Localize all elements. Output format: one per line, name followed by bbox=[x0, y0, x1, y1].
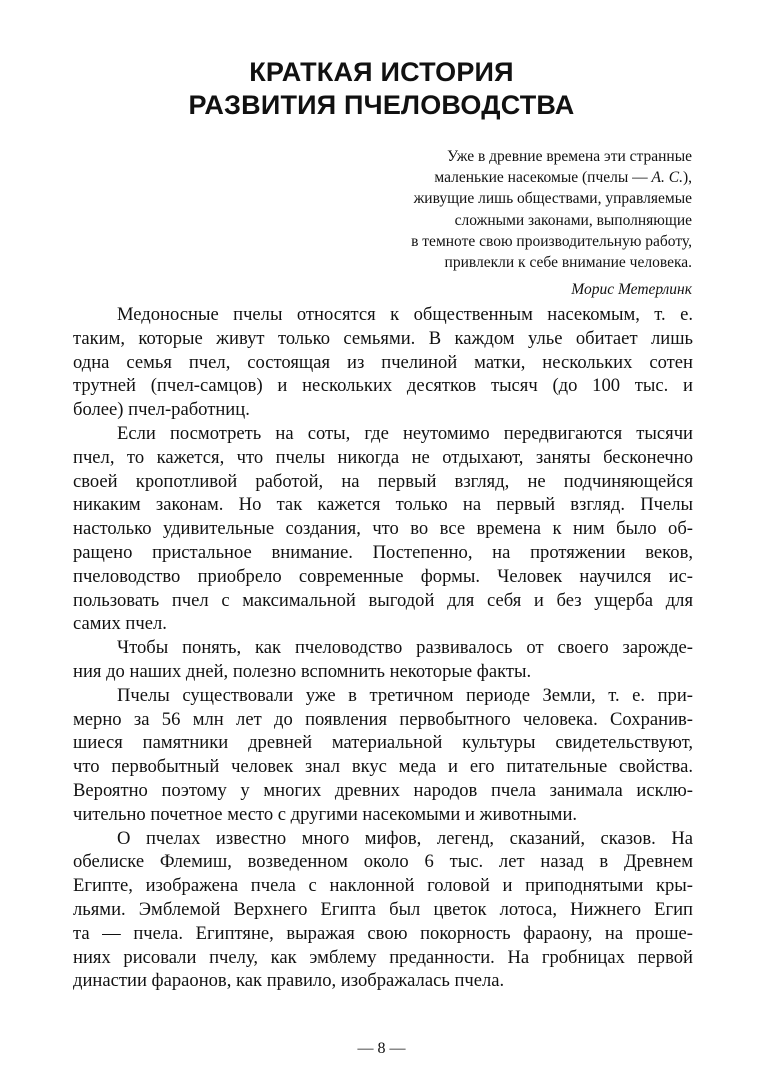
paragraph-2 bbox=[73, 422, 693, 636]
paragraph-3-line-2: ния до наших дней, полезно вспомнить некоторые факты. bbox=[73, 660, 532, 682]
paragraph-5-line-6: ниях рисовали пчелу, как эмблему преданности. На гробницах первой bbox=[73, 946, 693, 968]
paragraph-4 bbox=[73, 684, 693, 827]
paragraph-5-line-5: та — пчела. Египтяне, выражая свою покорность фараону, на проше- bbox=[73, 922, 693, 944]
paragraph-2-line-6: ращено пристальное внимание. Постепенно, на протяжении веков, bbox=[73, 541, 693, 563]
epigraph-editor-note: А. С. bbox=[651, 169, 683, 187]
paragraph-3 bbox=[73, 636, 693, 684]
epigraph-line-4: сложными законами, выполняющие bbox=[454, 211, 692, 229]
epigraph bbox=[272, 146, 692, 300]
paragraph-2-line-4: никаким законам. Но так кажется только на первый взгляд. Пчелы bbox=[73, 494, 693, 516]
body-text bbox=[73, 303, 693, 993]
paragraph-5-line-3: Египте, изображена пчела с наклонной головой и приподнятыми кры- bbox=[73, 875, 693, 897]
chapter-title bbox=[0, 56, 763, 122]
paragraph-2-line-8: пользовать пчел с максимальной выгодой для себя и без ущерба для bbox=[73, 589, 693, 611]
epigraph-author: Морис Метерлинк bbox=[571, 281, 692, 299]
paragraph-4-line-3: шиеся памятники древней материальной культуры свидетельствуют, bbox=[73, 732, 693, 754]
paragraph-4-line-4: что первобытный человек знал вкус меда и его питательные свойства. bbox=[73, 756, 693, 778]
paragraph-1 bbox=[73, 303, 693, 422]
epigraph-line-2-tail: ), bbox=[682, 169, 692, 187]
paragraph-5-line-4: льями. Эмблемой Верхнего Египта был цветок лотоса, Нижнего Егип bbox=[73, 898, 693, 920]
paragraph-4-line-5: Вероятно поэтому у многих древних народов пчела занимала исклю- bbox=[73, 779, 693, 801]
paragraph-2-line-7: пчеловодство приобрело современные формы. Человек научился ис- bbox=[73, 565, 693, 587]
paragraph-1-line-5: более) пчел-работниц. bbox=[73, 399, 250, 421]
page-number: — 8 — bbox=[357, 1040, 406, 1057]
paragraph-4-line-2: мерно за 56 млн лет до появления первобытного человека. Сохранив- bbox=[73, 708, 693, 730]
paragraph-5 bbox=[73, 827, 693, 994]
chapter-title-line-2: РАЗВИТИЯ ПЧЕЛОВОДСТВА bbox=[188, 90, 575, 120]
paragraph-1-line-1: Медоносные пчелы относятся к общественным насекомым, т. е. bbox=[117, 304, 693, 325]
paragraph-1-line-3: одна семья пчел, состоящая из пчелиной матки, нескольких сотен bbox=[73, 351, 693, 373]
paragraph-2-line-9: самих пчел. bbox=[73, 613, 167, 635]
paragraph-4-line-1: Пчелы существовали уже в третичном периоде Земли, т. е. при- bbox=[117, 684, 693, 706]
paragraph-2-line-3: своей кропотливой работой, на первый взгляд, не подчиняющейся bbox=[73, 470, 693, 492]
paragraph-2-line-2: пчел, то кажется, что пчелы никогда не отдыхают, заняты бесконечно bbox=[73, 446, 693, 468]
epigraph-line-2 bbox=[272, 167, 692, 188]
paragraph-4-line-6: чительно почетное место с другими насекомыми и животными. bbox=[73, 803, 578, 825]
epigraph-line-5: в темноте свою производительную работу, bbox=[411, 232, 692, 250]
paragraph-2-line-5: настолько удивительные создания, что во все времена к ним было об- bbox=[73, 518, 693, 540]
paragraph-1-line-4: трутней (пчел-самцов) и нескольких десятков тысяч (до 100 тыс. и bbox=[73, 375, 693, 397]
epigraph-line-6: привлекли к себе внимание человека. bbox=[444, 254, 692, 272]
epigraph-line-3: живущие лишь обществами, управляемые bbox=[413, 190, 692, 208]
paragraph-5-line-1: О пчелах известно много мифов, легенд, сказаний, сказов. На bbox=[117, 827, 693, 849]
paragraph-5-line-7: династии фараонов, как правило, изображалась пчела. bbox=[73, 970, 505, 992]
epigraph-line-2-text: маленькие насекомые (пчелы — bbox=[434, 169, 652, 187]
paragraph-5-line-2: обелиске Флемиш, возведенном около 6 тыс. лет назад в Древнем bbox=[73, 851, 693, 873]
paragraph-2-line-1: Если посмотреть на соты, где неутомимо передвигаются тысячи bbox=[117, 422, 693, 444]
paragraph-3-line-1: Чтобы понять, как пчеловодство развивалось от своего зарожде- bbox=[117, 637, 693, 659]
chapter-title-line-1: КРАТКАЯ ИСТОРИЯ bbox=[249, 57, 514, 87]
paragraph-1-line-2: таким, которые живут только семьями. В каждом улье обитает лишь bbox=[73, 327, 693, 349]
epigraph-line-1: Уже в древние времена эти странные bbox=[447, 148, 692, 165]
